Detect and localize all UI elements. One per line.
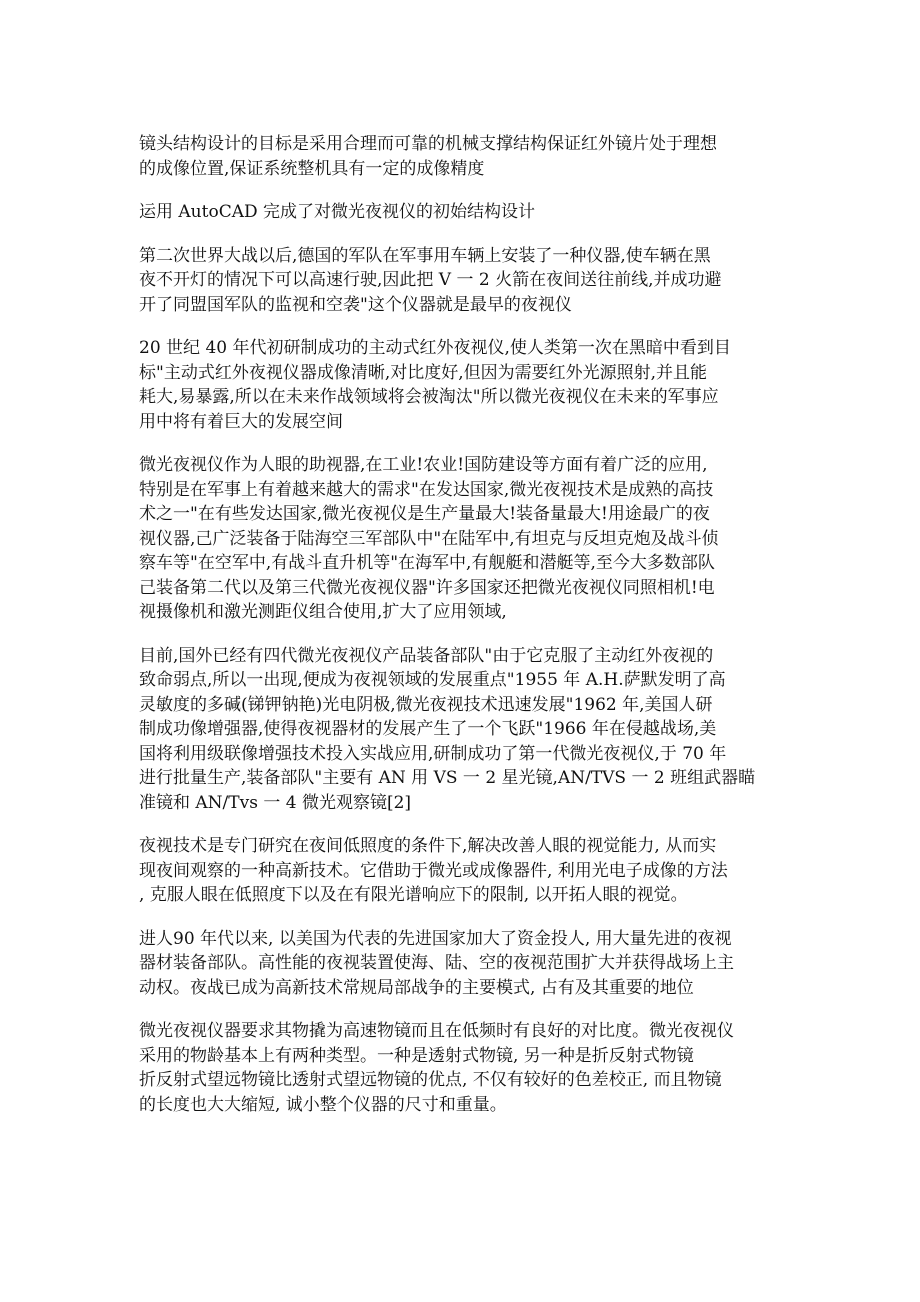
text-line: 20 世纪 40 年代初研制成功的主动式红外夜视仪,使人类第一次在黑暗中看到目 [139,338,731,358]
paragraph-1990s [139,927,791,1001]
text-line: 夜不开灯的情况下可以高速行驶,因此把 V 一 2 火箭在夜间送往前线,并成功避 [139,270,722,290]
text-line: 采用的物龄基本上有两种类型。一种是透射式物镜, 另一种是折反射式物镜 [139,1045,694,1066]
text-line: 微光夜视仪器要求其物撬为高速物镜而且在低频时有良好的对比度。微光夜视仪 [139,1021,734,1041]
text-line: 目前,国外已经有四代微光夜视仪产品装备部队"由于它克服了主动红外夜视的 [139,645,714,666]
paragraph-night-vision-tech [139,834,791,908]
text-line: 致命弱点,所以一出现,便成为夜视领域的发展重点"1955 年 A.H.萨默发明了高 [139,670,726,690]
text-line: 的成像位置,保证系统整机具有一定的成像精度 [139,158,485,179]
text-line: 进人90 年代以来, 以美国为代表的先进国家加大了资金投人, 用大量先进的夜视 [139,928,732,949]
text-line: 现夜间观察的一种高新技术。它借助于微光或成像器件, 利用光电子成像的方法 [139,860,728,881]
text-line: 微光夜视仪作为人眼的助视器,在工业!农业!国防建设等方面有着广泛的应用, [139,455,708,475]
text-line: 用中将有着巨大的发展空间 [139,411,343,432]
text-line: 第二次世界大战以后,德国的军队在军事用车辆上安装了一种仪器,使车辆在黑 [139,245,711,266]
paragraph-lens-design [139,132,791,181]
paragraph-autocad [139,200,791,225]
text-line: 运用 AutoCAD 完成了对微光夜视仪的初始结构设计 [139,202,536,222]
text-line: 的长度也大大缩短, 诚小整个仪器的尺寸和重量。 [139,1094,507,1115]
paragraph-active-infrared [139,336,791,434]
text-line: 夜视技术是专门研究在夜间低照度的条件下,解决改善人眼的视觉能力, 从而实 [139,836,717,856]
text-line: 灵敏度的多碱(锑钾钠艳)光电阴极,微光夜视技术迅速发展"1962 年,美国人研 [139,694,713,715]
paragraph-wwii-history [139,244,791,318]
text-line: 视摄像机和激光测距仪组合使用,扩大了应用领域, [139,602,507,622]
text-line: 特别是在军事上有着越来越大的需求"在发达国家,微光夜视技术是成熟的高技 [139,479,714,500]
text-line: 标"主动式红外夜视仪器成像清晰,对比度好,但因为需要红外光源照射,并且能 [139,362,708,383]
text-line: 耗大,易暴露,所以在未来作战领域将会被淘汰"所以微光夜视仪在未来的军事应 [139,387,719,407]
document-page [139,132,791,1117]
text-line: 己装备第二代以及第三代微光夜视仪器"许多国家还把微光夜视仪同照相机!电 [139,577,715,598]
text-line: 准镜和 AN/Tvs 一 4 微光观察镜[2] [139,792,412,813]
text-line: 开了同盟国军队的监视和空袭"这个仪器就是最早的夜视仪 [139,294,572,315]
text-line: 察车等"在空军中,有战斗直升机等"在海军中,有舰艇和潜艇等,至今大多数部队 [139,553,715,573]
text-line: , 克服人眼在低照度下以及在有限光谱响应下的限制, 以开拓人眼的视觉。 [139,885,688,905]
text-line: 镜头结构设计的目标是采用合理而可靠的机械支撑结构保证红外镜片处于理想 [139,134,717,154]
text-line: 折反射式望远物镜比透射式望远物镜的优点, 不仅有较好的色差校正, 而且物镜 [139,1070,722,1090]
text-line: 器材装备部队。高性能的夜视装置使海、陆、空的夜视范围扩大并获得战场上主 [139,953,734,973]
text-line: 术之一"在有些发达国家,微光夜视仪是生产量最大!装备量最大!用途最广的夜 [139,504,710,524]
paragraph-applications [139,453,791,625]
paragraph-generations [139,644,791,816]
text-line: 动权。夜战已成为高新技术常规局部战争的主要模式, 占有及其重要的地位 [139,977,694,998]
text-line: 制成功像增强器,使得夜视器材的发展产生了一个飞跃"1966 年在侵越战场,美 [139,719,717,739]
paragraph-objective-lens [139,1019,791,1117]
text-line: 视仪器,己广泛装备于陆海空三军部队中"在陆军中,有坦克与反坦克炮及战斗侦 [139,528,719,549]
text-line: 进行批量生产,装备部队"主要有 AN 用 VS 一 2 星光镜,AN/TVS 一 2 班组武器瞄 [139,768,756,788]
text-line: 国将利用级联像增强技术投入实战应用,研制成功了第一代微光夜视仪,于 70 年 [139,743,727,764]
